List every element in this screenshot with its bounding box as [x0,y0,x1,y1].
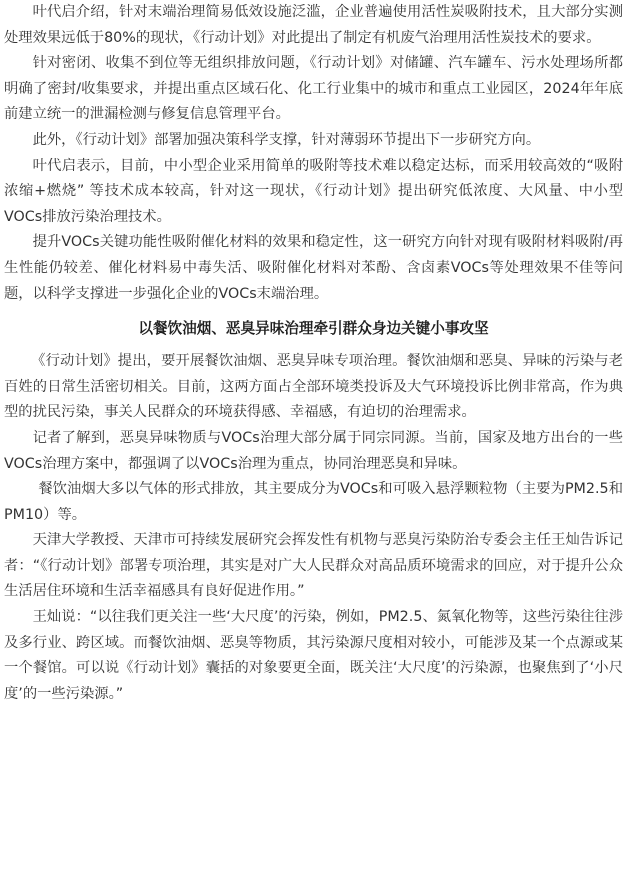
section-heading: 以餐饮油烟、恶臭异味治理牵引群众身边关键小事攻坚 [138,320,489,338]
paragraph-odor-vocs-source: 记者了解到，恶臭异味物质与VOCs治理大部分属于同宗同源。当前，国家及地方出台的一些VOCs治理方案中，都强调了以VOCs治理为重点，协同治理恶臭和异味。 [4,429,623,472]
paragraph-catering-odor-plan: 《行动计划》提出，要开展餐饮油烟、恶臭异味专项治理。餐饮油烟和恶臭、异味的污染与老百姓的日常生活密切相关。目前，这两方面占全部环境类投诉及大气环境投诉比例非常高，作为典型的扰民污染，事关人民群众的环境获得感、幸福感，有迫切的治理需求。 [4,353,623,421]
paragraph-activated-carbon: 叶代启介绍，针对末端治理简易低效设施泛滥，企业普遍使用活性炭吸附技术，且大部分实测处理效果远低于80%的现状，《行动计划》对此提出了制定有机废气治理用活性炭技术的要求。 [4,4,623,46]
paragraph-research-support: 此外，《行动计划》部署加强决策科学支撑，针对薄弱环节提出下一步研究方向。 [32,131,541,148]
paragraph-sealing-collection: 针对密闭、收集不到位等无组织排放问题，《行动计划》对储罐、汽车罐车、污水处理场所都明确了密封/收集要求，并提出重点区域石化、化工行业集中的城市和重点工业园区，2024年年底前建立统一的泄漏检测与修复信息管理平台。 [4,55,623,123]
paragraph-adsorption-materials: 提升VOCs关键功能性吸附催化材料的效果和稳定性，这一研究方向针对现有吸附材料吸附/再生性能仍较差、催化材料易中毒失活、吸附催化材料对苯酚、含卤素VOCs等处理效果不佳等问题，以科学支撑进一步强化企业的VOCs末端治理。 [4,234,623,302]
paragraph-wang-can-scale: 王灿说：“以往我们更关注一些‘大尺度’的污染，例如，PM2.5、氮氧化物等，这些污染往往涉及多行业、跨区域。而餐饮油烟、恶臭等物质，其污染源尺度相对较小，可能涉及某一个点源或某一个餐馆。可以说《行动计划》囊括的对象要更全面，既关注‘大尺度’的污染源，也聚焦到了‘小尺度’的一些污染源。” [4,609,623,702]
paragraph-wang-can-quote: 天津大学教授、天津市可持续发展研究会挥发性有机物与恶臭污染防治专委会主任王灿告诉记者：“《行动计划》部署专项治理，其实是对广大人民群众对高品质环境需求的回应，对于提升公众生活居住环境和生活幸福感具有良好促进作用。” [4,532,623,600]
paragraph-sme-technology: 叶代启表示，目前，中小型企业采用简单的吸附等技术难以稳定达标，而采用较高效的“吸附浓缩+燃烧” 等技术成本较高，针对这一现状，《行动计划》提出研究低浓度、大风量、中小型VOCs排放污染治理技术。 [4,157,623,225]
paragraph-catering-fume-composition: 餐饮油烟大多以气体的形式排放，其主要成分为VOCs和可吸入悬浮颗粒物（主要为PM2.5和PM10）等。 [4,481,623,523]
